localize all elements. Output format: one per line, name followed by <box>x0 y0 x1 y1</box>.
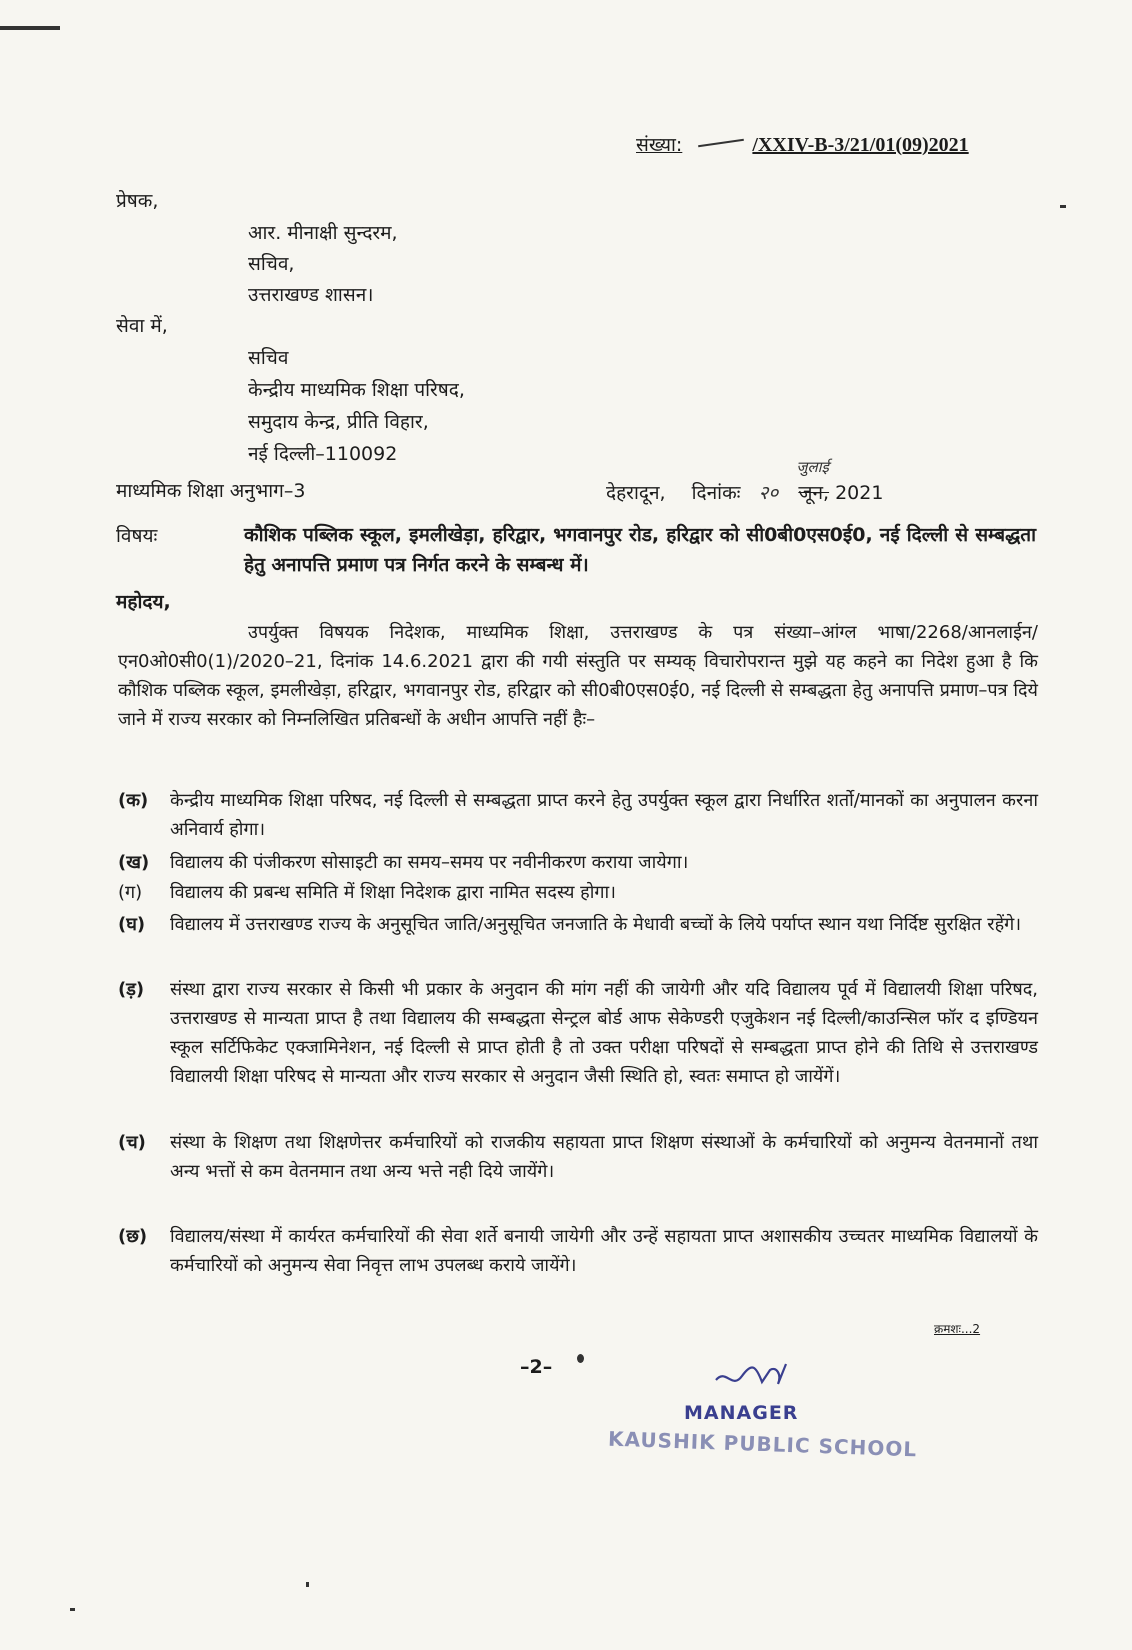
condition-marker: (ख) <box>118 852 150 873</box>
date-month-struck: जून, <box>798 482 830 504</box>
sender-label: प्रेषक, <box>116 190 159 212</box>
condition-marker: (ग) <box>118 882 143 903</box>
page-number: –2– <box>520 1356 553 1378</box>
recipient-city: नई दिल्ली–110092 <box>248 443 398 465</box>
date-year: 2021 <box>835 482 884 504</box>
scan-mark <box>1060 205 1066 208</box>
condition-ga <box>118 878 1038 907</box>
condition-marker: (ड़) <box>118 979 145 1000</box>
condition-marker: (च) <box>118 1132 146 1153</box>
scan-mark <box>306 1582 309 1587</box>
condition-gha <box>118 910 1038 939</box>
sender-office: उत्तराखण्ड शासन। <box>248 284 374 306</box>
recipient-address: समुदाय केन्द्र, प्रीति विहार, <box>248 411 429 433</box>
place-date <box>606 458 884 506</box>
date-month-handwritten: जुलाई <box>796 458 829 476</box>
condition-marker: (छ) <box>118 1226 148 1247</box>
signature-mark <box>712 1360 792 1404</box>
reference-line <box>636 132 969 158</box>
date-label: दिनांकः <box>691 482 741 504</box>
continuation-note: क्रमशः...2 <box>934 1322 981 1336</box>
handwritten-dash <box>698 139 744 147</box>
condition-text: संस्था के शिक्षण तथा शिक्षणेत्तर कर्मचारियों को राजकीय सहायता प्राप्त शिक्षण संस्थाओं के कर्मचारियों को अनुमन्य वेतनमानों तथा अन्य भत्तों से कम वेतनमान तथा अन्य भत्ते नही दिये जायेंगे। <box>170 1132 1038 1182</box>
condition-text: केन्द्रीय माध्यमिक शिक्षा परिषद, नई दिल्ली से सम्बद्धता प्राप्त करने हेतु उपर्युक्त स्कूल द्वारा निर्धारित शर्तो/मानकों का अनुपालन करना अनिवार्य होगा। <box>170 790 1038 840</box>
body-paragraph: उपर्युक्त विषयक निदेशक, माध्यमिक शिक्षा, उत्तराखण्ड के पत्र संख्या–आंग्ल भाषा/2268/आनलाईन/एन0ओ0सी0(1)/2020–21, दिनांक 14.6.2021 द्वारा की गयी संस्तुति पर सम्यक् विचारोपरान्त मुझे यह कहने का निदेश हुआ है कि कौशिक पब्लिक स्कूल, इमलीखेड़ा, हरिद्वार, भगवानपुर रोड, हरिद्वार को सी0बी0एस0ई0, नई दिल्ली से सम्बद्धता हेतु अनापत्ति प्रमाण–पत्र दिये जाने में राज्य सरकार को निम्नलिखित प्रतिबन्धों के अधीन आपत्ति नहीं हैः– <box>118 622 1038 730</box>
condition-text: विद्यालय/संस्था में कार्यरत कर्मचारियों की सेवा शर्ते बनायी जायेगी और उन्हें सहायता प्राप्त अशासकीय उच्चतर माध्यमिक विद्यालयों के कर्मचारियों को अनुमन्य सेवा निवृत्त लाभ उपलब्ध कराये जायेंगे। <box>170 1226 1038 1276</box>
scan-mark <box>70 1608 75 1611</box>
subject-text: कौशिक पब्लिक स्कूल, इमलीखेड़ा, हरिद्वार, भगवानपुर रोड, हरिद्वार को सी0बी0एस0ई0, नई दिल्ली से सम्बद्धता हेतु अनापत्ति प्रमाण पत्र निर्गत करने के सम्बन्ध में। <box>244 524 1036 576</box>
recipient-label: सेवा में, <box>116 315 168 337</box>
condition-marker: (घ) <box>118 914 146 935</box>
recipient-block <box>248 342 465 470</box>
condition-text: विद्यालय की पंजीकरण सोसाइटी का समय–समय पर नवीनीकरण कराया जायेगा। <box>170 852 689 873</box>
sender-designation: सचिव, <box>248 253 295 275</box>
condition-cha <box>118 1128 1038 1186</box>
sender-name: आर. मीनाक्षी सुन्दरम, <box>248 222 398 244</box>
date-day-handwritten: २० <box>758 482 779 504</box>
sender-block <box>248 218 398 311</box>
subject-label: विषयः <box>116 525 158 547</box>
condition-kha <box>118 848 1038 877</box>
reference-number: /XXIV-B-3/21/01(09)2021 <box>752 134 969 156</box>
ink-dot <box>577 1354 584 1363</box>
recipient-designation: सचिव <box>248 347 289 369</box>
reference-label: संख्या: <box>636 134 683 156</box>
stamp-org: KAUSHIK PUBLIC SCHOOL <box>607 1426 918 1462</box>
condition-text: संस्था द्वारा राज्य सरकार से किसी भी प्रकार के अनुदान की मांग नहीं की जायेगी और यदि विद्यालय पूर्व में विद्यालयी शिक्षा परिषद, उत्तराखण्ड से मान्यता प्राप्त है तथा विद्यालय की सम्बद्धता सेन्ट्रल बोर्ड आफ सेकेण्डरी एजुकेशन नई दिल्ली/काउन्सिल फॉर द इण्डियन स्कूल सर्टिफिकेट एक्जामिनेशन, नई दिल्ली से प्राप्त होती है तो उक्त परीक्षा परिषदों से सम्बद्धता प्राप्त होने की तिथि से उत्तराखण्ड विद्यालयी शिक्षा परिषद से मान्यता और राज्य सरकार से अनुदान जैसी स्थिति हो, स्वतः समाप्त हो जायेंगें। <box>170 979 1038 1087</box>
recipient-office: केन्द्रीय माध्यमिक शिक्षा परिषद, <box>248 379 465 401</box>
scan-mark <box>0 26 60 30</box>
condition-ka <box>118 786 1038 844</box>
place: देहरादून, <box>606 482 666 504</box>
section-line: माध्यमिक शिक्षा अनुभाग–3 <box>116 480 306 502</box>
condition-text: विद्यालय में उत्तराखण्ड राज्य के अनुसूचित जाति/अनुसूचित जनजाति के मेधावी बच्चों के लिये पर्याप्त स्थान यथा निर्दिष्ट सुरक्षित रहेंगे। <box>170 914 1022 935</box>
salutation: महोदय, <box>116 591 171 613</box>
condition-nga <box>118 975 1038 1091</box>
stamp-title: MANAGER <box>684 1402 799 1424</box>
condition-text: विद्यालय की प्रबन्ध समिति में शिक्षा निदेशक द्वारा नामित सदस्य होगा। <box>170 882 616 903</box>
condition-chha <box>118 1222 1038 1280</box>
condition-marker: (क) <box>118 790 149 811</box>
